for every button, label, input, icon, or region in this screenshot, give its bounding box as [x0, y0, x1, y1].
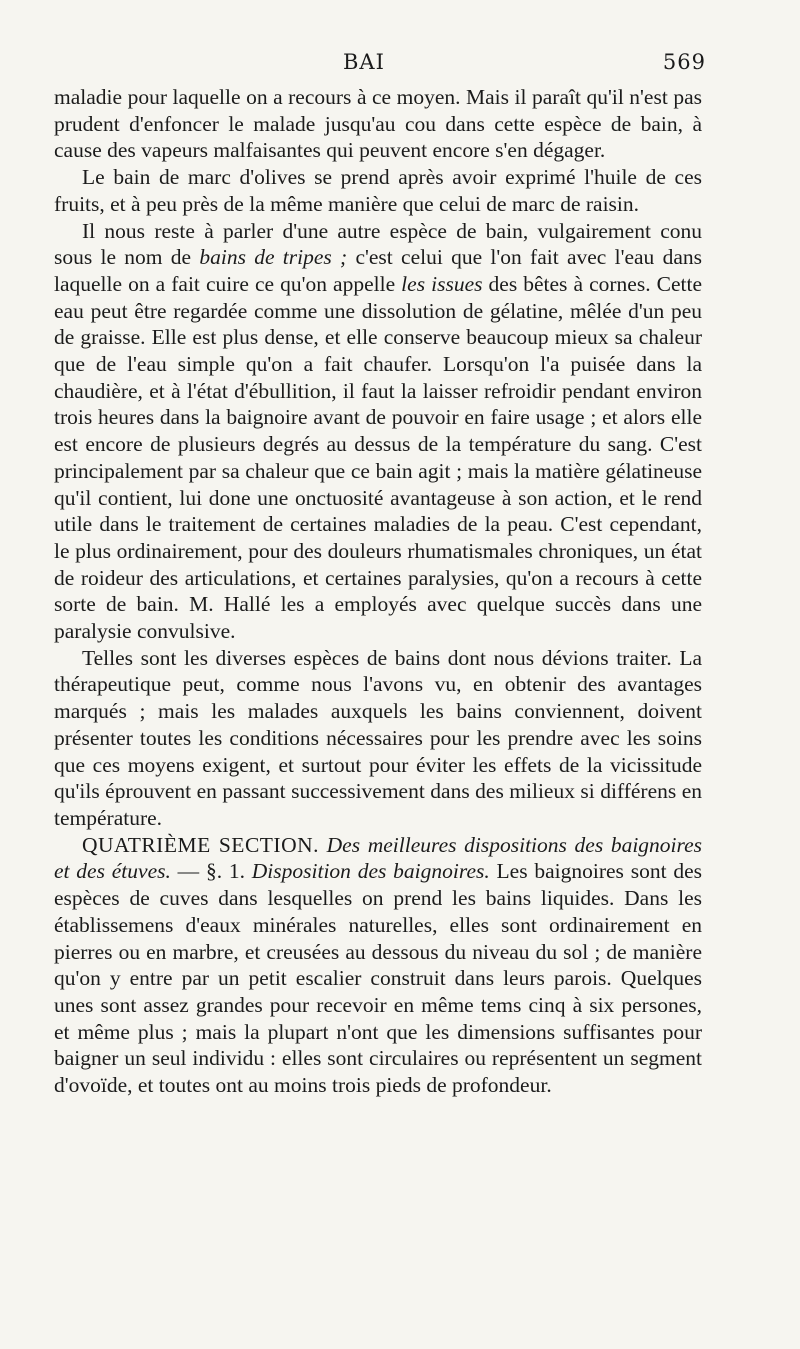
section-title-italic: Des meilleures dispositions des baignoires et des étuves. [54, 832, 702, 884]
paragraph-3-italic-1: bains de tripes ; [199, 245, 348, 270]
paragraph-2: Le bain de marc d'olives se prend après avoir exprimé l'huile de ces fruits, et à peu près de la même manière que celui de marc de raisin. [54, 165, 702, 216]
paragraph-5-text-b: Les baignoires sont des espèces de cuves dans lesquelles on prend les bains liquides. Dans les établissemens d'eaux minérales naturelles, elles sont ordinairement en pierres ou en marbre, et creusées au dessous du niveau du sol ; de manière qu'on y entre par un petit escalier construit dans leurs parois. Quelques unes sont assez grandes pour recevoir en même tems cinq à six persones, et même plus ; mais la plupart n'ont que les dimensions suffisantes pour baigner un seul individu : elles sont circulaires ou représentent un segment d'ovoïde, et toutes ont au moins trois pieds de profondeur. [54, 859, 702, 1098]
paragraph-3-text-c: des bêtes à cornes. Cette eau peut être regardée comme une dissolution de gélatine, mêlée d'un peu de graisse. Elle est plus dense, et elle conserve beaucoup mieux sa chaleur que de l'eau simple qu'on a fait chaufer. Lorsqu'on l'a puisée dans la chaudière, et à l'état d'ébullition, il faut la laisser refroidir pendant environ trois heures dans la baignoire avant de pouvoir en faire usage ; et alors elle est encore de plusieurs degrés au dessus de la température du sang. C'est principalement par sa chaleur que ce bain agit ; mais la matière gélatineuse qu'il contient, lui done une onctuosité avantageuse à son action, et le rend utile dans le traitement de certaines maladies de la peau. C'est cependant, le plus ordinairement, pour des douleurs rhumatismales chroniques, un état de roideur des articulations, et certaines paralysies, qu'on a recours à cette sorte de bain. M. Hallé les a employés avec quelque succès dans une paralysie convulsive. [54, 271, 702, 644]
paragraph-3-text-b: c'est celui que l'on fait avec l'eau dans laquelle on a fait cuire ce qu'on appelle [54, 245, 702, 296]
paragraph-1: maladie pour laquelle on a recours à ce moyen. Mais il paraît qu'il n'est pas prudent d'enfoncer le malade jusqu'au cou dans cette espèce de bain, à cause des vapeurs malfaisantes qui peuvent encore s'en dégager. [54, 85, 702, 163]
subsection-title-italic: Disposition des baignoires. [251, 859, 490, 884]
paragraph-3 [54, 218, 702, 645]
running-head [0, 50, 800, 84]
paragraph-4: Telles sont les diverses espèces de bains dont nous dévions traiter. La thérapeutique peut, comme nous l'avons vu, en obtenir des avantages marqués ; mais les malades auxquels les bains conviennent, doivent présenter toutes les conditions nécessaires pour les prendre avec les soins que ces moyens exigent, et surtout pour éviter les effets de la vicissitude qu'ils éprouvent en passant successivement dans des milieux si différens en température. [54, 645, 702, 830]
body-text [54, 84, 702, 1099]
paragraph-3-text-a: Il nous reste à parler d'une autre espèce de bain, vulgairement conu sous le nom de [54, 218, 702, 270]
page-number: 569 [662, 50, 706, 74]
paragraph-5-text-a: — §. 1. [170, 859, 252, 884]
paragraph-3-italic-2: les issues [401, 271, 483, 296]
section-heading: QUATRIÈME SECTION. [82, 832, 320, 857]
running-head-title: BAI [343, 50, 385, 74]
paragraph-5 [54, 832, 702, 1099]
